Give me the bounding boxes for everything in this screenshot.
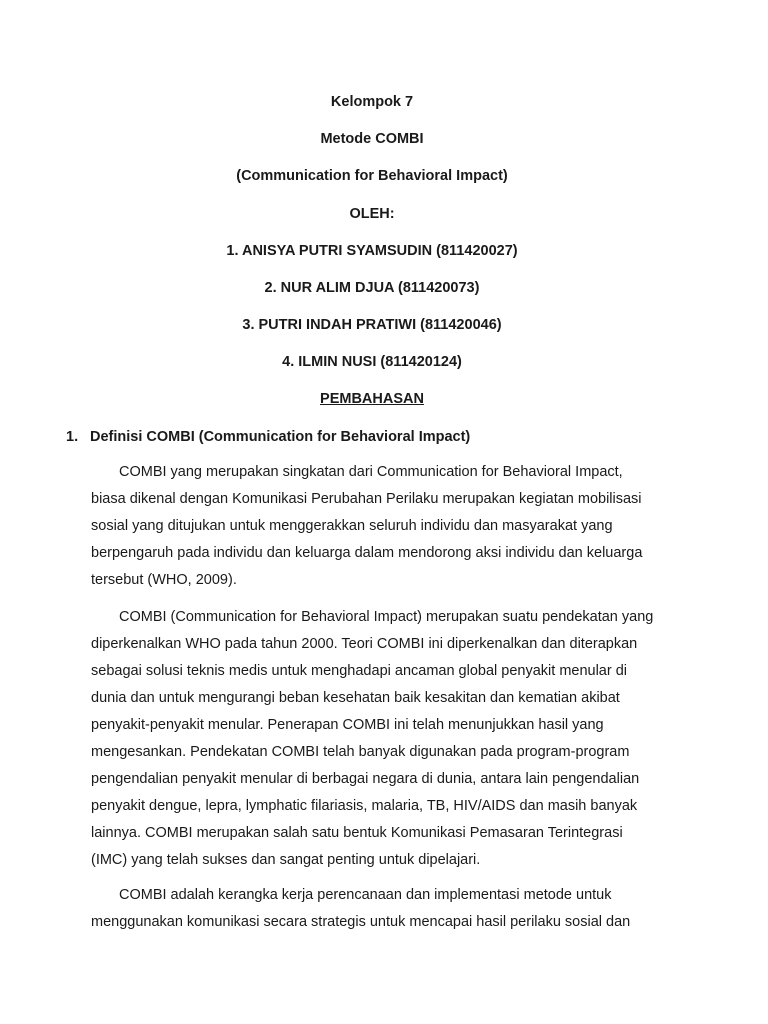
method-title: Metode COMBI [320, 131, 424, 147]
by-label: OLEH: [349, 206, 395, 222]
member-1: 1. ANISYA PUTRI SYAMSUDIN (811420027) [226, 243, 518, 259]
paragraph-2 [91, 604, 681, 874]
paragraph-1 [91, 459, 681, 594]
subsection-heading [66, 428, 470, 446]
member-3: 3. PUTRI INDAH PRATIWI (811420046) [242, 317, 502, 333]
paragraph-line: mengesankan. Pendekatan COMBI telah banyak digunakan pada program-program [91, 744, 630, 760]
paragraph-line: biasa dikenal dengan Komunikasi Perubahan Perilaku merupakan kegiatan mobilisasi [91, 491, 642, 507]
member-4: 4. ILMIN NUSI (811420124) [282, 354, 462, 370]
subsection-title: Definisi COMBI (Communication for Behavioral Impact) [90, 429, 471, 445]
paragraph-line: berpengaruh pada individu dan keluarga dalam mendorong aksi individu dan keluarga [91, 545, 643, 561]
paragraph-line: COMBI adalah kerangka kerja perencanaan dan implementasi metode untuk [119, 887, 612, 903]
paragraph-line: COMBI (Communication for Behavioral Impact) merupakan suatu pendekatan yang [119, 609, 654, 625]
paragraph-line: diperkenalkan WHO pada tahun 2000. Teori COMBI ini diperkenalkan dan diterapkan [91, 636, 638, 652]
paragraph-line: lainnya. COMBI merupakan salah satu bentuk Komunikasi Pemasaran Terintegrasi [91, 825, 623, 841]
paragraph-line: menggunakan komunikasi secara strategis untuk mencapai hasil perilaku sosial dan [91, 914, 631, 930]
subsection-number: 1. [66, 429, 79, 445]
paragraph-line: penyakit dengue, lepra, lymphatic filariasis, malaria, TB, HIV/AIDS dan masih banyak [91, 798, 638, 814]
method-subtitle: (Communication for Behavioral Impact) [236, 168, 508, 184]
section-heading: PEMBAHASAN [320, 391, 424, 407]
paragraph-line: sosial yang ditujukan untuk menggerakkan seluruh individu dan masyarakat yang [91, 518, 613, 534]
paragraph-line: tersebut (WHO, 2009). [91, 572, 237, 588]
paragraph-line: (IMC) yang telah sukses dan sangat penting untuk dipelajari. [91, 852, 481, 868]
paragraph-line: dunia dan untuk mengurangi beban kesehatan baik kesakitan dan kematian akibat [91, 690, 620, 706]
paragraph-line: pengendalian penyakit menular di berbagai negara di dunia, antara lain pengendalian [91, 771, 640, 787]
paragraph-line: sebagai solusi teknis medis untuk menghadapi ancaman global penyakit menular di [91, 663, 628, 679]
paragraph-3 [91, 882, 681, 936]
paragraph-line: COMBI yang merupakan singkatan dari Communication for Behavioral Impact, [119, 464, 623, 480]
member-2: 2. NUR ALIM DJUA (811420073) [264, 280, 480, 296]
group-title: Kelompok 7 [330, 94, 414, 110]
paragraph-line: penyakit-penyakit menular. Penerapan COMBI ini telah menunjukkan hasil yang [91, 717, 604, 733]
